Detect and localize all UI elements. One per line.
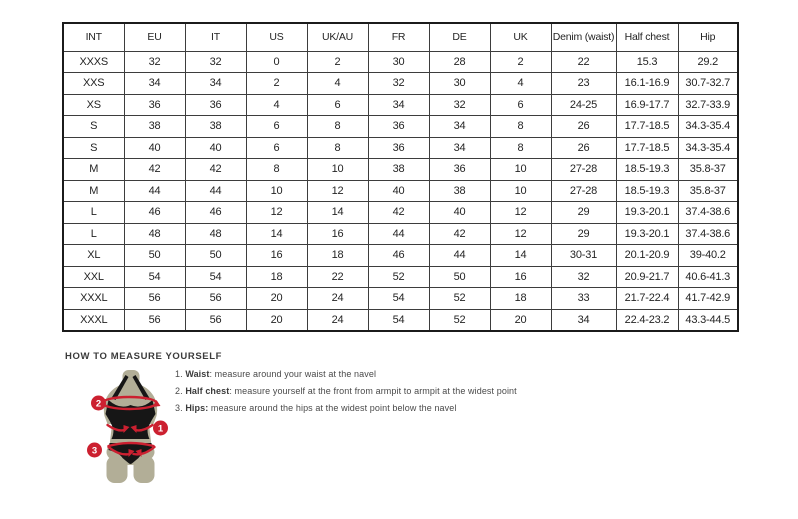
table-cell: 29.2	[678, 51, 738, 73]
table-cell: 16.1-16.9	[616, 73, 678, 95]
table-cell: 56	[124, 309, 185, 331]
step-number: 1.	[175, 369, 186, 379]
table-cell: 18	[490, 288, 551, 310]
table-cell: 40	[429, 202, 490, 224]
table-cell: 30-31	[551, 245, 616, 267]
table-cell: 54	[124, 266, 185, 288]
measure-step	[175, 400, 517, 417]
table-cell: 18	[246, 266, 307, 288]
table-cell: 54	[368, 288, 429, 310]
table-cell: 34.3-35.4	[678, 137, 738, 159]
column-header: Hip	[678, 23, 738, 51]
column-header: DE	[429, 23, 490, 51]
table-cell: 56	[185, 309, 246, 331]
table-cell: 10	[490, 180, 551, 202]
table-cell: S	[63, 137, 124, 159]
table-cell: 22.4-23.2	[616, 309, 678, 331]
table-cell: 42	[124, 159, 185, 181]
table-cell: 14	[490, 245, 551, 267]
table-cell: 16	[246, 245, 307, 267]
table-cell: 20.9-21.7	[616, 266, 678, 288]
table-row	[63, 180, 738, 202]
table-cell: 18.5-19.3	[616, 180, 678, 202]
table-cell: 4	[246, 94, 307, 116]
step-number: 3.	[175, 403, 186, 413]
measure-step	[175, 366, 517, 383]
table-cell: 23	[551, 73, 616, 95]
table-cell: 10	[490, 159, 551, 181]
step-text: : measure around your waist at the navel	[209, 369, 377, 379]
table-cell: 50	[124, 245, 185, 267]
table-cell: XL	[63, 245, 124, 267]
table-cell: XS	[63, 94, 124, 116]
step-text: measure around the hips at the widest point below the navel	[208, 403, 457, 413]
table-cell: 12	[307, 180, 368, 202]
table-cell: 34	[429, 137, 490, 159]
table-cell: M	[63, 159, 124, 181]
table-cell: 29	[551, 223, 616, 245]
table-cell: 21.7-22.4	[616, 288, 678, 310]
table-cell: 39-40.2	[678, 245, 738, 267]
table-cell: 50	[429, 266, 490, 288]
badge-3-number: 3	[91, 445, 98, 457]
column-header: Half chest	[616, 23, 678, 51]
table-cell: 19.3-20.1	[616, 223, 678, 245]
table-cell: 14	[246, 223, 307, 245]
table-cell: 6	[307, 94, 368, 116]
table-cell: 0	[246, 51, 307, 73]
table-cell: 34	[185, 73, 246, 95]
column-header: US	[246, 23, 307, 51]
table-cell: 38	[185, 116, 246, 138]
table-cell: 18	[307, 245, 368, 267]
table-cell: 32.7-33.9	[678, 94, 738, 116]
table-cell: S	[63, 116, 124, 138]
table-cell: 27-28	[551, 180, 616, 202]
table-cell: 16	[490, 266, 551, 288]
table-cell: 52	[429, 288, 490, 310]
table-cell: 38	[368, 159, 429, 181]
table-cell: 32	[429, 94, 490, 116]
table-cell: 36	[429, 159, 490, 181]
table-cell: 36	[124, 94, 185, 116]
table-cell: 36	[368, 116, 429, 138]
table-cell: 28	[429, 51, 490, 73]
table-cell: 30	[429, 73, 490, 95]
table-cell: 40	[368, 180, 429, 202]
table-cell: 26	[551, 137, 616, 159]
table-row	[63, 73, 738, 95]
table-cell: 17.7-18.5	[616, 137, 678, 159]
table-cell: 10	[246, 180, 307, 202]
table-cell: 34	[429, 116, 490, 138]
table-cell: 20.1-20.9	[616, 245, 678, 267]
table-cell: 38	[429, 180, 490, 202]
table-row	[63, 309, 738, 331]
badge-1-number: 1	[157, 423, 164, 435]
table-cell: 30	[368, 51, 429, 73]
mannequin-left-leg	[107, 456, 128, 483]
table-row	[63, 202, 738, 224]
table-cell: 38	[124, 116, 185, 138]
step-number: 2.	[175, 386, 186, 396]
table-cell: 6	[246, 137, 307, 159]
table-cell: 37.4-38.6	[678, 223, 738, 245]
table-cell: 8	[490, 116, 551, 138]
size-chart-body	[63, 51, 738, 331]
table-cell: 29	[551, 202, 616, 224]
table-row	[63, 137, 738, 159]
table-row	[63, 159, 738, 181]
table-cell: 48	[124, 223, 185, 245]
table-cell: 16	[307, 223, 368, 245]
table-cell: 33	[551, 288, 616, 310]
table-row	[63, 288, 738, 310]
table-cell: 40	[124, 137, 185, 159]
table-cell: 22	[551, 51, 616, 73]
table-cell: 17.7-18.5	[616, 116, 678, 138]
table-header-row	[63, 23, 738, 51]
table-cell: 30.7-32.7	[678, 73, 738, 95]
table-cell: 32	[185, 51, 246, 73]
table-cell: 24-25	[551, 94, 616, 116]
table-cell: 34	[124, 73, 185, 95]
table-cell: 12	[490, 223, 551, 245]
table-cell: 16.9-17.7	[616, 94, 678, 116]
table-cell: L	[63, 223, 124, 245]
table-cell: 37.4-38.6	[678, 202, 738, 224]
table-cell: 8	[490, 137, 551, 159]
column-header: FR	[368, 23, 429, 51]
table-cell: 27-28	[551, 159, 616, 181]
table-cell: 36	[368, 137, 429, 159]
table-cell: XXL	[63, 266, 124, 288]
column-header: IT	[185, 23, 246, 51]
table-cell: 6	[246, 116, 307, 138]
measurement-figure	[78, 370, 178, 488]
table-cell: 56	[185, 288, 246, 310]
table-cell: 41.7-42.9	[678, 288, 738, 310]
table-cell: 2	[246, 73, 307, 95]
table-cell: 14	[307, 202, 368, 224]
table-cell: 46	[185, 202, 246, 224]
table-cell: 2	[490, 51, 551, 73]
table-cell: 52	[429, 309, 490, 331]
column-header: Denim (waist)	[551, 23, 616, 51]
table-cell: XXXL	[63, 288, 124, 310]
table-cell: 42	[185, 159, 246, 181]
table-cell: XXS	[63, 73, 124, 95]
badge-2-number: 2	[95, 398, 102, 410]
table-cell: XXXS	[63, 51, 124, 73]
measure-step	[175, 383, 517, 400]
column-header: UK/AU	[307, 23, 368, 51]
table-cell: 32	[368, 73, 429, 95]
table-cell: 43.3-44.5	[678, 309, 738, 331]
table-cell: 40.6-41.3	[678, 266, 738, 288]
table-cell: 12	[490, 202, 551, 224]
table-cell: 8	[246, 159, 307, 181]
table-cell: 4	[490, 73, 551, 95]
table-cell: 44	[185, 180, 246, 202]
table-cell: 6	[490, 94, 551, 116]
table-cell: 10	[307, 159, 368, 181]
table-row	[63, 266, 738, 288]
table-cell: 4	[307, 73, 368, 95]
measure-section-title: HOW TO MEASURE YOURSELF	[65, 351, 223, 362]
table-cell: 20	[246, 288, 307, 310]
table-cell: 22	[307, 266, 368, 288]
mannequin-right-leg	[134, 456, 155, 483]
table-cell: 54	[185, 266, 246, 288]
measure-steps	[175, 366, 517, 417]
table-cell: 54	[368, 309, 429, 331]
step-label: Half chest	[185, 386, 230, 396]
table-cell: 24	[307, 309, 368, 331]
table-cell: M	[63, 180, 124, 202]
table-cell: 35.8-37	[678, 180, 738, 202]
step-label: Waist	[185, 369, 210, 379]
table-cell: 35.8-37	[678, 159, 738, 181]
table-cell: 20	[490, 309, 551, 331]
column-header: UK	[490, 23, 551, 51]
step-label: Hips:	[185, 403, 209, 413]
table-cell: XXXL	[63, 309, 124, 331]
table-cell: 19.3-20.1	[616, 202, 678, 224]
table-cell: 26	[551, 116, 616, 138]
table-cell: 32	[551, 266, 616, 288]
table-cell: L	[63, 202, 124, 224]
table-cell: 15.3	[616, 51, 678, 73]
table-cell: 2	[307, 51, 368, 73]
table-cell: 18.5-19.3	[616, 159, 678, 181]
table-cell: 52	[368, 266, 429, 288]
table-cell: 46	[124, 202, 185, 224]
table-cell: 36	[185, 94, 246, 116]
table-cell: 20	[246, 309, 307, 331]
table-cell: 44	[124, 180, 185, 202]
size-chart-header	[63, 23, 738, 51]
column-header: EU	[124, 23, 185, 51]
table-cell: 44	[429, 245, 490, 267]
table-row	[63, 245, 738, 267]
table-cell: 48	[185, 223, 246, 245]
table-cell: 40	[185, 137, 246, 159]
table-cell: 46	[368, 245, 429, 267]
table-cell: 8	[307, 116, 368, 138]
table-cell: 42	[368, 202, 429, 224]
table-cell: 32	[124, 51, 185, 73]
table-cell: 34.3-35.4	[678, 116, 738, 138]
table-cell: 56	[124, 288, 185, 310]
mannequin-illustration	[78, 370, 178, 488]
table-cell: 34	[368, 94, 429, 116]
table-row	[63, 51, 738, 73]
column-header: INT	[63, 23, 124, 51]
table-cell: 24	[307, 288, 368, 310]
table-cell: 42	[429, 223, 490, 245]
table-cell: 8	[307, 137, 368, 159]
size-chart-table	[62, 22, 739, 332]
table-cell: 50	[185, 245, 246, 267]
table-row	[63, 94, 738, 116]
table-cell: 12	[246, 202, 307, 224]
table-cell: 34	[551, 309, 616, 331]
table-row	[63, 116, 738, 138]
step-text: : measure yourself at the front from armpit to armpit at the widest point	[229, 386, 517, 396]
table-row	[63, 223, 738, 245]
table-cell: 44	[368, 223, 429, 245]
